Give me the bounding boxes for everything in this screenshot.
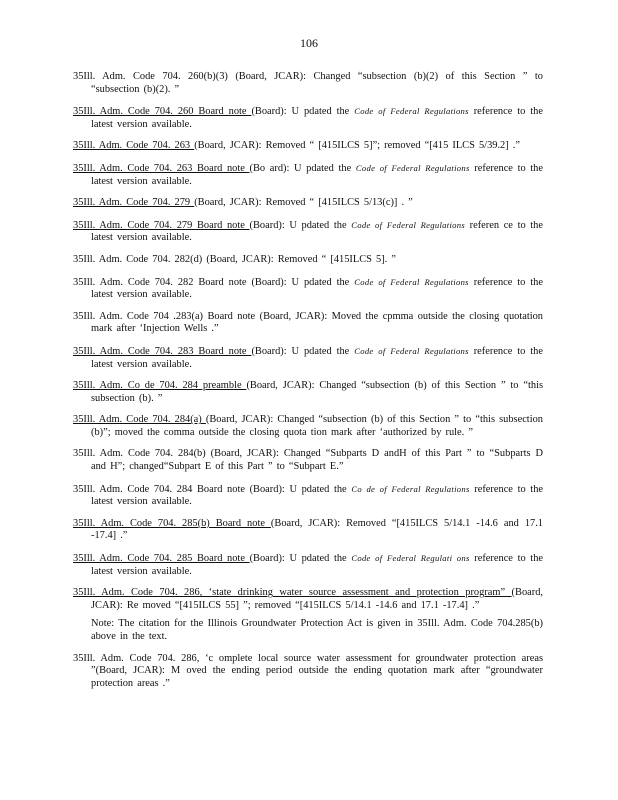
entry-text: 35Ill. Adm. Code 704. 282 Board note (Board): U pdated the (73, 276, 355, 288)
entry-text: (Board, JCAR): Changed “subsection (b) of this Section ” to “this subsection (b). ” (91, 380, 543, 404)
entry-text: (Board, JCAR): Re moved “[415ILCS 55] ”; removed “[415ILCS 5/14.1 -14.6 and 17.1 -17.4] .” (91, 587, 543, 611)
entry-text-tail: referen ce to the latest version available. (91, 219, 543, 244)
entry-text: (Board): U pdated the (249, 553, 352, 565)
entry-text-tail: reference to the latest version available. (91, 162, 543, 187)
entry-text-tail: reference to the latest version available. (91, 345, 543, 370)
amendment-entry (73, 219, 543, 245)
entry-text: 35Ill. Adm. Code 704. 284(b) (Board, JCAR): Changed “Subparts D andH of this Part ” to “Subparts D and H”; changed“Subpart E of this Part ” to “Subpart E.” (73, 448, 543, 473)
entry-text: (Board): U pdated the (251, 345, 355, 357)
entry-text-tail: reference to the latest version available. (91, 106, 543, 130)
entry-text: 35Ill. Adm. Code 704. 286, ‘c omplete local source water assessment for groundwater protection areas ”(Board, JCAR): M oved the ending period outside the ending quotation mark after “groundwater protection areas .” (73, 652, 543, 689)
entry-text: (Board): U pdated the (251, 106, 355, 118)
entry-cfr-title: Code of Federal Regulati ons (351, 553, 470, 564)
entry-citation: 35Ill. Adm. Code 704. 279 Board note (73, 219, 250, 231)
amendment-list (73, 71, 543, 699)
amendment-entry (73, 448, 543, 473)
page-number: 106 (300, 36, 318, 50)
entry-citation: 35Ill. Adm. Code 704. 285 Board note (73, 553, 250, 565)
amendment-entry (73, 140, 543, 153)
entry-cfr-title: Code of Federal Regulations (354, 106, 469, 117)
entry-text: 35Ill. Adm. Code 704. 260(b)(3) (Board, JCAR): Changed “subsection (b)(2) of this Section ” to “subsection (b)(2). ” (73, 71, 543, 95)
entry-citation: 35Ill. Adm. Code 704. 279 (73, 197, 195, 209)
entry-text: (Board, JCAR): Removed “ [415ILCS 5/13(c)] . ” (194, 197, 413, 209)
amendment-entry (73, 311, 543, 336)
entry-citation: 35Ill. Adm. Code 704. 285(b) Board note (73, 517, 271, 529)
entry-text: 35Ill. Adm. Code 704 .283(a) Board note (Board, JCAR): Moved the cpmma outside the closing quotation mark after ‘Injection Wells .” (73, 310, 543, 335)
entry-citation: 35Ill. Adm. Code 704. 260 Board note (73, 106, 252, 118)
entry-citation: 35Ill. Adm. Code 704. 283 Board note (73, 345, 252, 357)
entry-text-tail: reference to the latest version available. (91, 483, 543, 508)
entry-text-tail: reference to the latest version available. (91, 553, 543, 577)
citation-note: Note: The citation for the Illinois Groundwater Protection Act is given in 35Ill. Adm. Code 704.285(b) above in the text. (91, 618, 543, 642)
entry-text: (Board, JCAR): Removed “[415ILCS 5/14.1 -14.6 and 17.1 -17.4] .” (91, 517, 544, 542)
amendment-entry (73, 552, 543, 578)
amendment-entry (73, 105, 543, 131)
amendment-entry (73, 483, 543, 509)
entry-text: (Board): U pdated the (249, 219, 352, 231)
entry-text: (Board, JCAR): Changed “subsection (b) of this Section ” to “this subsection (b)”; moved the comma outside the closing quota tion mark after ‘authorized by rule. ” (91, 414, 543, 438)
entry-cfr-title: Code of Federal Regulations (355, 162, 470, 173)
entry-text: 35Ill. Adm. Code 704. 284 Board note (Board): U pdated the (73, 483, 352, 495)
amendment-entry (73, 71, 543, 96)
entry-text-tail: reference to the latest version available. (91, 276, 543, 301)
entry-cfr-title: Code of Federal Regulations (354, 276, 469, 287)
entry-cfr-title: Co de of Federal Regulations (351, 483, 470, 494)
entry-cfr-title: Code of Federal Regulations (354, 345, 469, 356)
amendment-entry (73, 414, 543, 439)
entry-citation: 35Ill. Adm. Code 704. 263 (73, 140, 195, 152)
entry-citation: 35Ill. Adm. Code 704. 263 Board note (73, 162, 250, 174)
amendment-entry (73, 345, 543, 371)
amendment-entry (73, 162, 543, 188)
amendment-entry (73, 587, 543, 612)
entry-text: 35Ill. Adm. Code 704. 282(d) (Board, JCAR): Removed “ [415ILCS 5]. ” (73, 253, 396, 265)
entry-citation: 35Ill. Adm. Code 704. 284(a) (73, 414, 206, 426)
entry-citation: 35Ill. Adm. Co de 704. 284 preamble (73, 380, 247, 392)
amendment-entry (73, 254, 543, 267)
amendment-entry (73, 197, 543, 210)
entry-text: (Bo ard): U pdated the (249, 162, 356, 174)
amendment-entry (73, 380, 543, 405)
amendment-entry (73, 276, 543, 302)
entry-citation: 35Ill. Adm. Code 704. 286, ‘state drinking water source assessment and protection program” (73, 587, 512, 599)
entry-cfr-title: Code of Federal Regulations (351, 219, 465, 230)
amendment-entry (73, 518, 543, 543)
amendment-entry (73, 653, 543, 691)
entry-text: (Board, JCAR): Removed “ [415ILCS 5]”; removed “[415 ILCS 5/39.2] .” (194, 140, 521, 152)
